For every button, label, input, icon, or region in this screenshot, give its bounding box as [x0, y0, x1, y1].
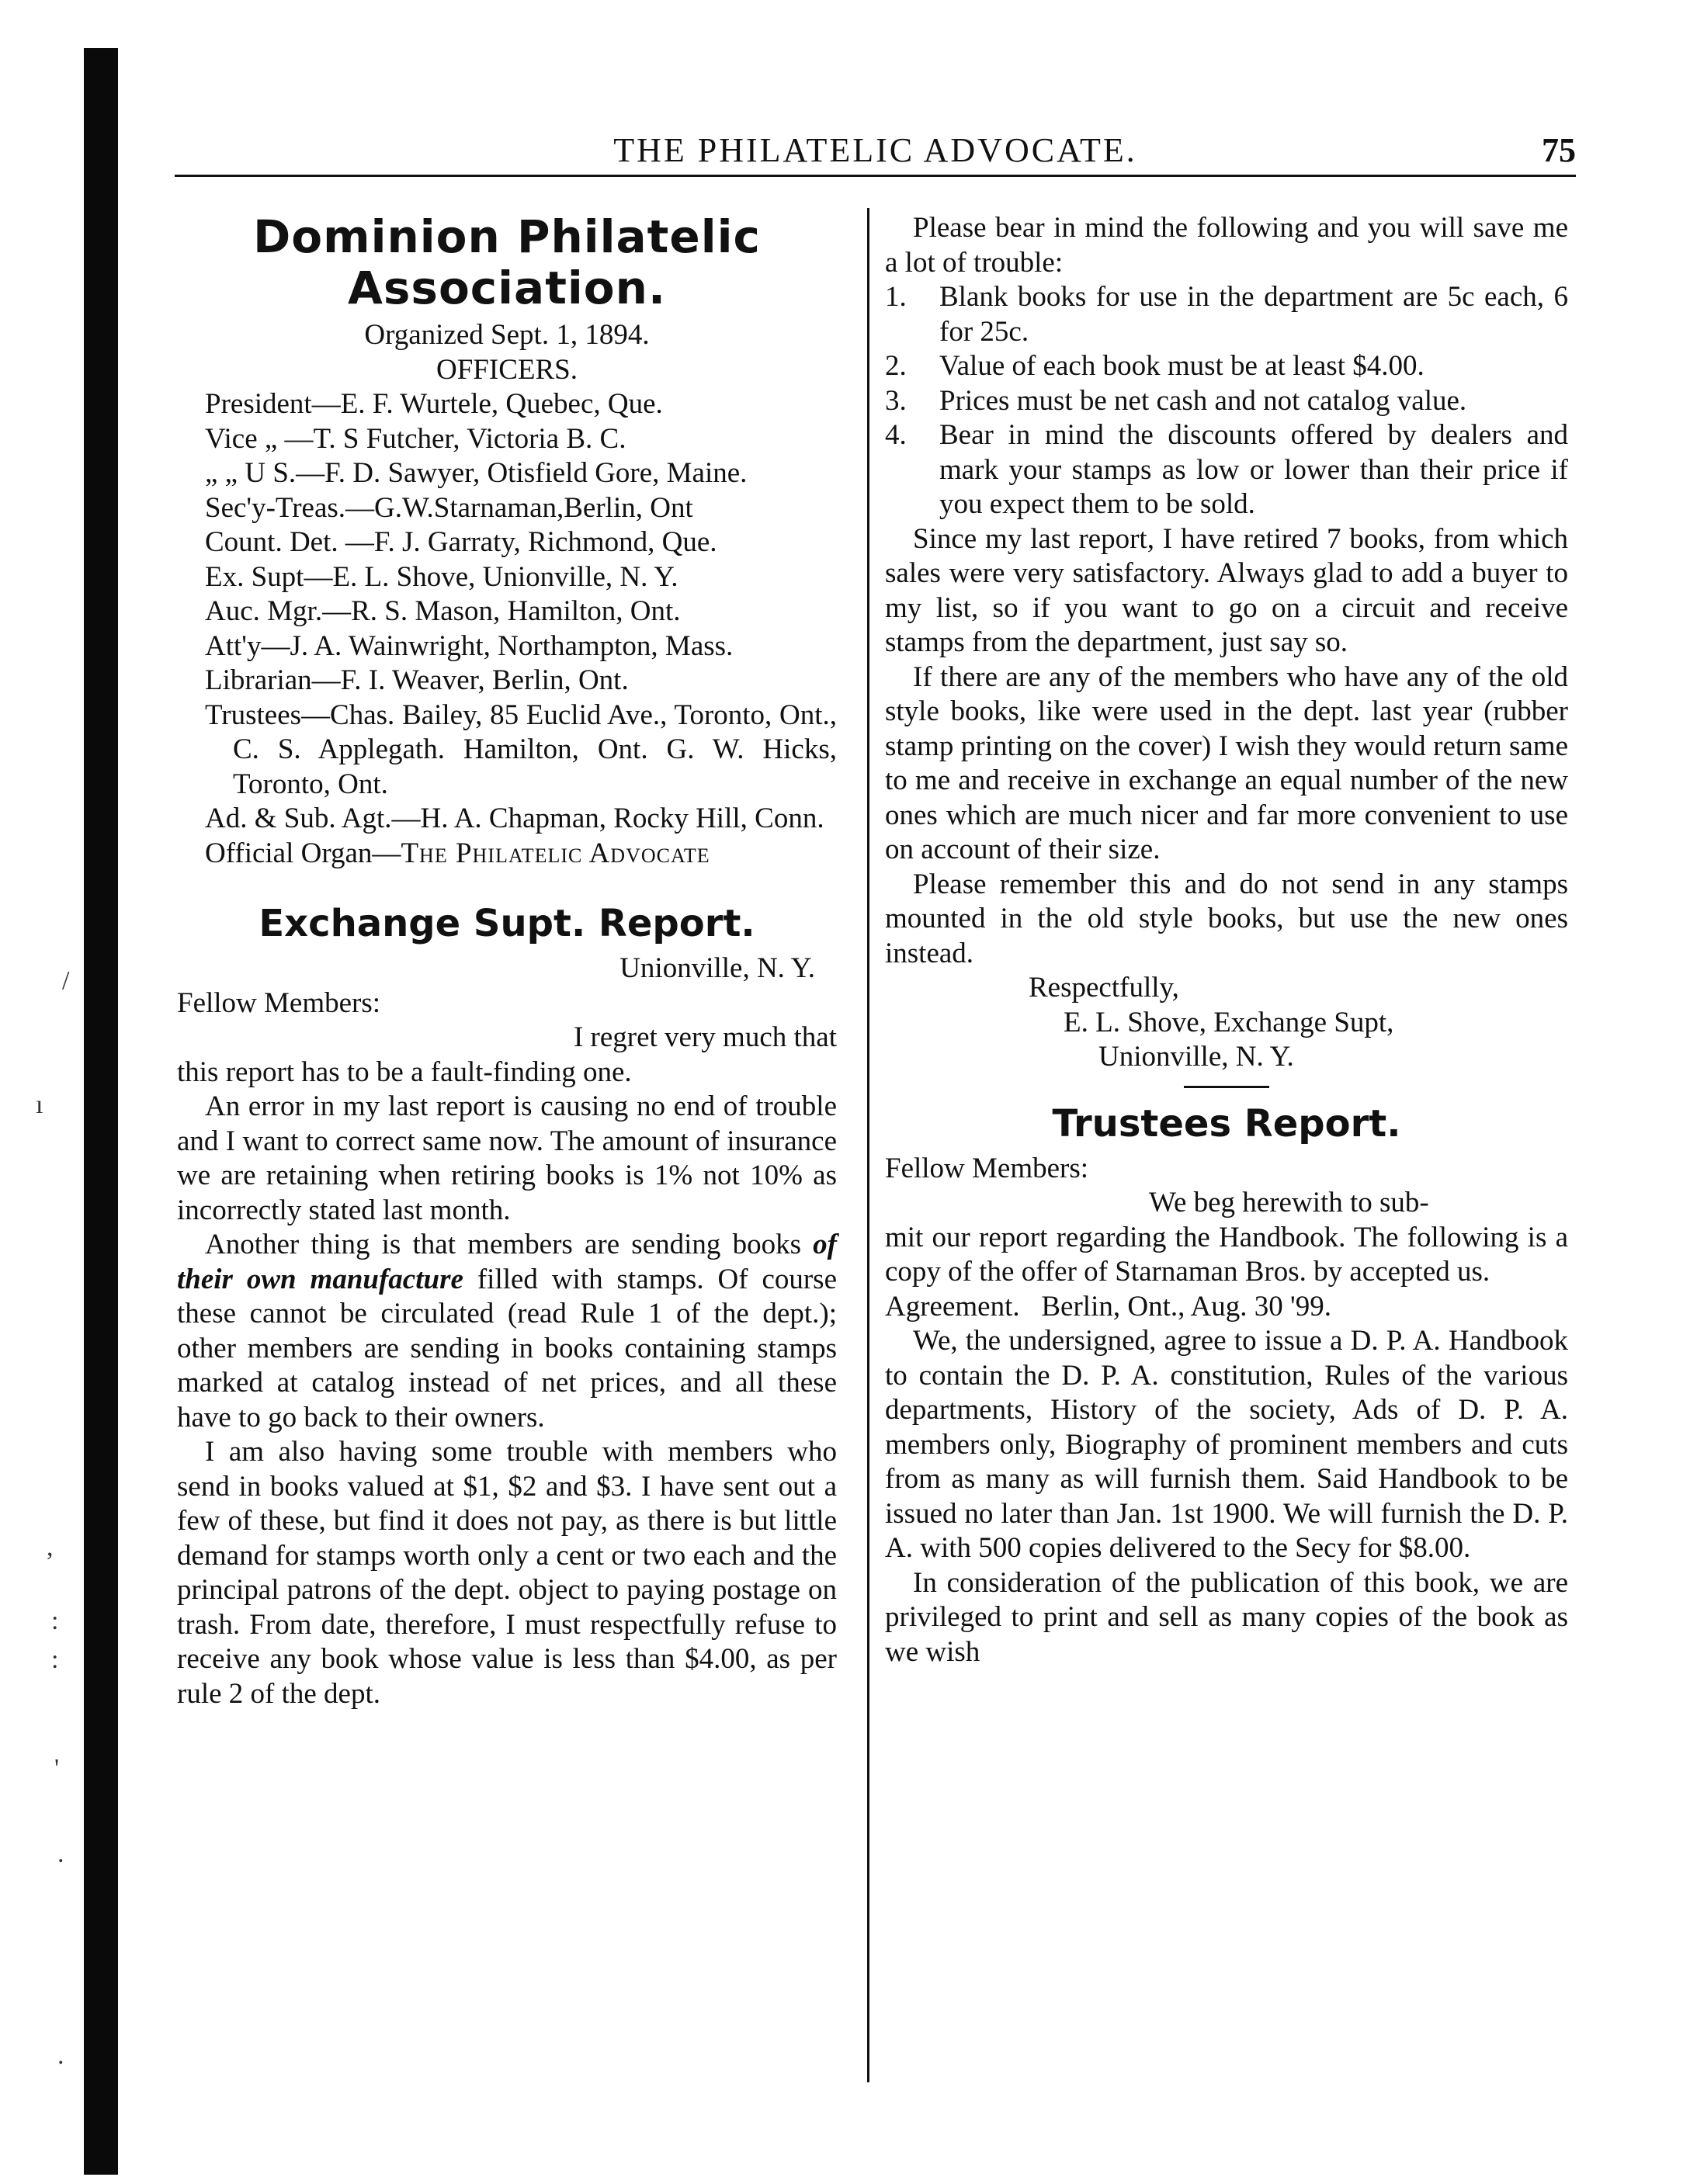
trustees-paragraph-3: In consideration of the publication of this book, we are privileged to print and sell as many copies of the book as we wish [885, 1566, 1568, 1668]
section-separator [1184, 1086, 1269, 1088]
rule-text: Prices must be net cash and not catalog value. [939, 384, 1467, 417]
margin-scan-marks [31, 0, 124, 2184]
officers-heading: OFFICERS. [436, 353, 578, 386]
remember-paragraph: Please remember this and do not send in any stamps mounted in the old style books, but use the new ones instead. [885, 868, 1568, 969]
trustees-paragraph-1-end: mit our report regarding the Handbook. The following is a copy of the offer of Starnaman Bros. by accepted us. [885, 1221, 1568, 1288]
header-rule [175, 175, 1576, 177]
exchange-salutation: Fellow Members: [177, 986, 381, 1019]
exchange-report-heading: Exchange Supt. Report. [259, 902, 755, 945]
rule-number: 2. [885, 350, 907, 382]
official-organ-name: The Philatelic Advocate [401, 837, 710, 869]
exchange-dateline: Unionville, N. Y. [619, 952, 815, 984]
scan-mark: . [57, 2041, 64, 2070]
retired-books-paragraph: Since my last report, I have retired 7 books, from which sales were very satisfactory. Always glad to add a buyer to my list, so if you want to go on a circuit and receive stamps from the department, just say so. [885, 522, 1568, 658]
scan-mark: ' [54, 1754, 60, 1783]
column-divider [867, 208, 869, 2082]
exchange-paragraph-1-end: this report has to be a fault-finding one. [177, 1056, 632, 1088]
trustees-report-heading: Trustees Report. [1052, 1101, 1401, 1146]
officer-entry: Att'y—J. A. Wainwright, Northampton, Mass. [205, 629, 734, 662]
scan-mark: , [47, 1533, 54, 1562]
officer-entry: Ex. Supt—E. L. Shove, Unionville, N. Y. [205, 560, 678, 593]
officer-entry: Trustees—Chas. Bailey, 85 Euclid Ave., Toronto, Ont., C. S. Applegath. Hamilton, Ont. G. W. Hicks, Toronto, Ont. [205, 699, 837, 800]
officer-entry: President—E. F. Wurtele, Quebec, Que. [205, 388, 663, 420]
page-number: 75 [1542, 131, 1576, 169]
left-column [177, 211, 837, 1711]
exchange-paragraph-3 [177, 1228, 837, 1435]
signature-place: Unionville, N. Y. [1098, 1041, 1294, 1073]
rules-list [885, 280, 1568, 522]
rule-number: 1. [885, 281, 907, 313]
exchange-paragraph-3-text: filled with stamps. Of course these cannot be circulated (read Rule 1 of the dept.); other members are sending in books containing stamps marked at catalog instead of net prices, and all these have to go back to their owners. [177, 1263, 838, 1433]
rule-number: 4. [885, 419, 907, 451]
scan-mark: . [57, 1839, 64, 1868]
exchange-paragraph-1-start: I regret very much that [573, 1021, 837, 1053]
dpa-heading-line2: Association. [348, 262, 666, 314]
exchange-paragraph-4: I am also having some trouble with members who send in books valued at $1, $2 and $3. I have sent out a few of these, but find it does not pay, as there is but little demand for stamps worth only a cent or two each and the principal patrons of the dept. object to paying postage on trash. From date, therefore, I must respectfully refuse to receive any book whose value is less than $4.00, as per rule 2 of the dept. [177, 1436, 837, 1710]
trustees-salutation: Fellow Members: [885, 1152, 1089, 1184]
rule-number: 3. [885, 384, 907, 417]
officer-entry: Librarian—F. I. Weaver, Berlin, Ont. [205, 664, 629, 696]
officer-entry: Sec'y-Treas.—G.W.Starnaman,Berlin, Ont [205, 491, 693, 524]
signature-name: E. L. Shove, Exchange Supt, [1064, 1006, 1394, 1038]
exchange-paragraph-3-text: Another thing is that members are sending books [205, 1229, 814, 1260]
official-organ [177, 837, 837, 872]
closing: Respectfully, [1029, 972, 1179, 1004]
exchange-paragraph-3-emphasis: of their own manufacture [177, 1229, 837, 1295]
officer-entry: Vice „ —T. S Futcher, Victoria B. C. [205, 422, 626, 455]
rule-item [885, 418, 1568, 522]
trustees-paragraph-1-start: We beg herewith to sub- [1149, 1187, 1429, 1219]
officer-entry: Ad. & Sub. Agt.—H. A. Chapman, Rocky Hill, Conn. [205, 803, 824, 834]
dpa-heading-line1: Dominion Philatelic [253, 210, 761, 263]
right-column [885, 211, 1568, 1669]
scan-mark: : [51, 1645, 59, 1674]
scan-mark: : [51, 1607, 59, 1635]
rule-item [885, 280, 1568, 349]
officers-list [177, 387, 837, 871]
scan-mark: ı [36, 1090, 43, 1119]
dpa-heading [177, 211, 837, 314]
rule-item [885, 349, 1568, 384]
officer-entry: „ „ U S.—F. D. Sawyer, Otisfield Gore, Maine. [205, 457, 748, 489]
rule-text: Blank books for use in the department are 5c each, 6 for 25c. [939, 281, 1568, 348]
officer-entry: Auc. Mgr.—R. S. Mason, Hamilton, Ont. [205, 595, 681, 627]
rules-intro: Please bear in mind the following and you will save me a lot of trouble: [885, 212, 1568, 279]
scan-mark: / [62, 966, 70, 995]
official-organ-prefix: Official Organ— [205, 837, 401, 869]
trustees-paragraph-2: We, the undersigned, agree to issue a D. P. A. Handbook to contain the D. P. A. constitution, Rules of the various departments, History of the society, Ads of D. P. A. members only, Biography of prominent members and cuts from as many as will furnish them. Said Handbook to be issued no later than Jan. 1st 1900. We will furnish the D. P. A. with 500 copies delivered to the Secy for $8.00. [885, 1325, 1568, 1564]
organized-date: Organized Sept. 1, 1894. [364, 319, 650, 351]
officer-entry: Count. Det. —F. J. Garraty, Richmond, Que. [205, 526, 717, 558]
rule-text: Value of each book must be at least $4.00. [939, 350, 1425, 382]
running-header-title: THE PHILATELIC ADVOCATE. [613, 131, 1137, 169]
exchange-paragraph-2: An error in my last report is causing no end of trouble and I want to correct same now. The amount of insurance we are retaining when retiring books is 1% not 10% as incorrectly stated last month. [177, 1090, 837, 1226]
agreement-dateline: Agreement. Berlin, Ont., Aug. 30 '99. [885, 1290, 1331, 1323]
rule-item [885, 384, 1568, 419]
old-books-paragraph: If there are any of the members who have any of the old style books, like were used in the dept. last year (rubber stamp printing on the cover) I wish they would return same to me and receive in exchange an equal number of the new ones which are much nicer and far more convenient to use on account of their size. [885, 660, 1568, 865]
rule-text: Bear in mind the discounts offered by dealers and mark your stamps as low or lower than their price if you expect them to be sold. [939, 419, 1568, 520]
